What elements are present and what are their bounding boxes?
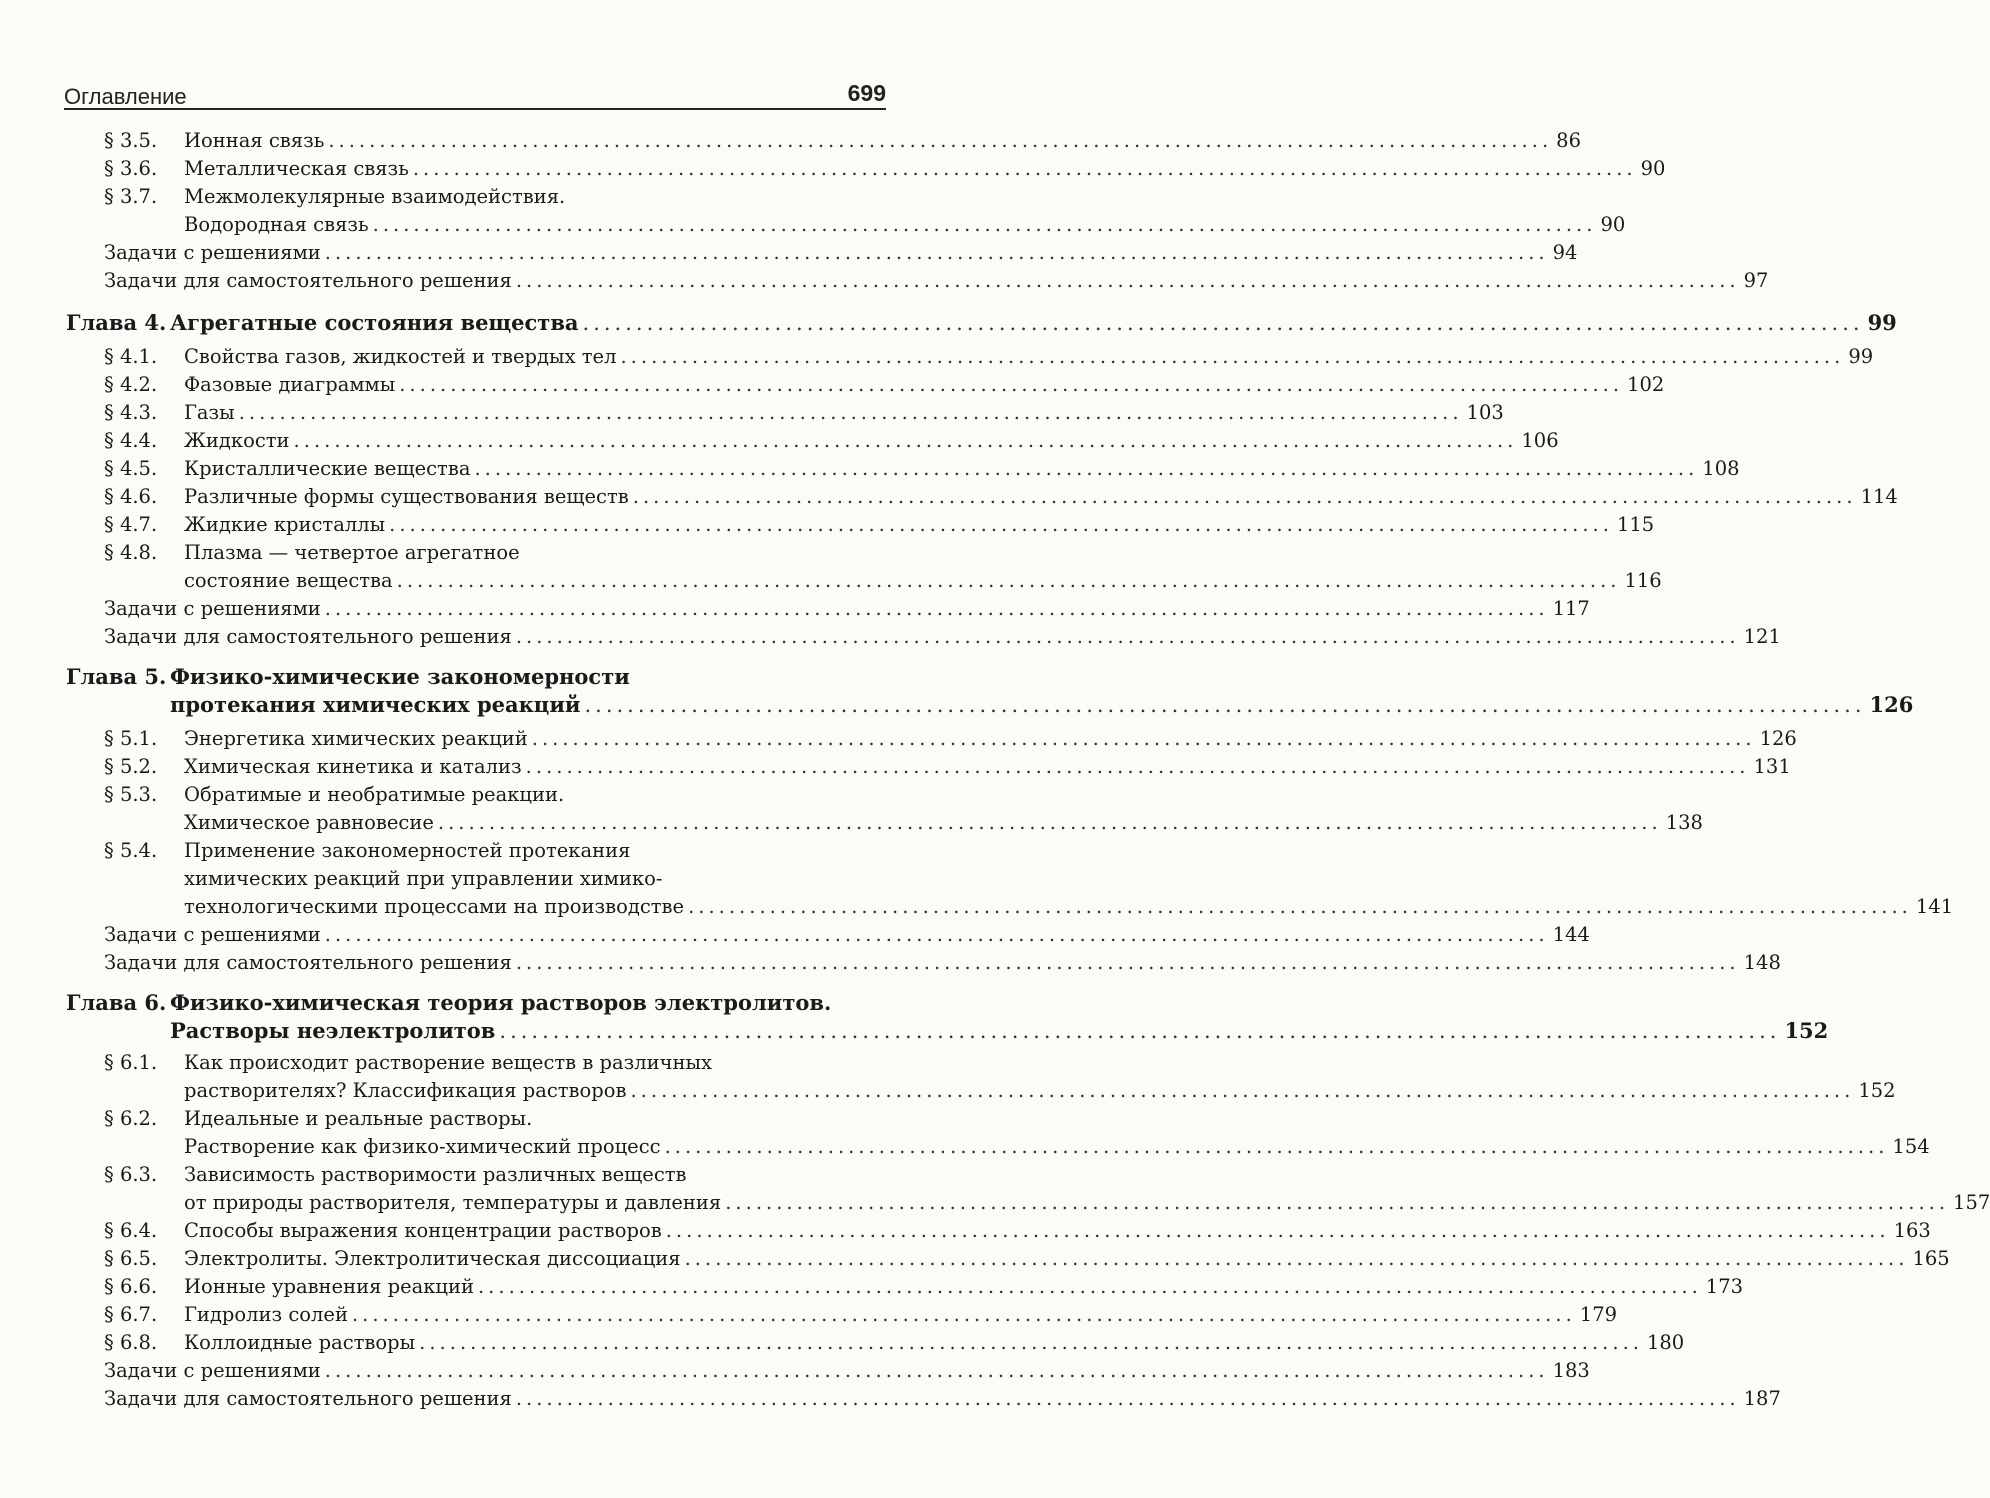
toc-entry-4-6[interactable]: [104, 484, 1898, 510]
page-ref: 154: [1892, 1135, 1930, 1158]
dot-leader: ........................................................................................................................: [515, 625, 1740, 648]
page-number: 699: [847, 80, 886, 106]
header-title: Оглавление: [64, 84, 187, 109]
section-title: Способы выражения концентрации растворов: [184, 1219, 662, 1242]
section-title: Задачи для самостоятельного решения: [104, 1387, 512, 1410]
toc-entry-6-3-cont[interactable]: [184, 1190, 1990, 1216]
dot-leader: ........................................................................................................................: [324, 923, 1549, 946]
section-title: состояние вещества: [184, 569, 393, 592]
dot-leader: ........................................................................................................................: [515, 269, 1740, 292]
section-number: § 6.4.: [104, 1219, 158, 1242]
section-title: Как происходит растворение веществ в различных: [184, 1051, 713, 1074]
chapter-title: Растворы неэлектролитов: [170, 1018, 496, 1043]
page-ref: 90: [1600, 213, 1626, 236]
section-title: Энергетика химических реакций: [184, 727, 528, 750]
toc-entry-3-7[interactable]: [104, 184, 884, 210]
toc-entry-6-3[interactable]: [104, 1162, 884, 1188]
section-title: Межмолекулярные взаимодействия.: [184, 185, 566, 208]
section-number: § 5.1.: [104, 727, 158, 750]
section-title: Коллоидные растворы: [184, 1331, 416, 1354]
toc-entry-ch5-solved[interactable]: [104, 922, 1590, 948]
dot-leader: ........................................................................................................................: [474, 457, 1699, 480]
dot-leader: ........................................................................................................................: [324, 1359, 1549, 1382]
dot-leader: ........................................................................................................................: [620, 345, 1845, 368]
section-number: § 6.3.: [104, 1163, 158, 1186]
section-title: Задачи с решениями: [104, 241, 321, 264]
section-title: от природы растворителя, температуры и давления: [184, 1191, 722, 1214]
section-number: § 4.5.: [104, 457, 158, 480]
dot-leader: ........................................................................................................................: [324, 597, 1549, 620]
dot-leader: ........................................................................................................................: [396, 569, 1621, 592]
section-title: Фазовые диаграммы: [184, 373, 396, 396]
toc-entry-5-4-cont2[interactable]: [184, 894, 1954, 920]
toc-entry-ch4-solved[interactable]: [104, 596, 1590, 622]
section-number: § 6.8.: [104, 1331, 158, 1354]
dot-leader: ........................................................................................................................: [399, 373, 1624, 396]
section-title: Задачи для самостоятельного решения: [104, 951, 512, 974]
dot-leader: ........................................................................................................................: [389, 513, 1613, 536]
toc-entry-6-1[interactable]: [104, 1050, 884, 1076]
section-title: технологическими процессами на производстве: [184, 895, 685, 918]
section-title: Химическая кинетика и катализ: [184, 755, 522, 778]
toc-entry-6-4[interactable]: [104, 1218, 1931, 1244]
page-ref: 116: [1624, 569, 1662, 592]
page-ref: 108: [1702, 457, 1740, 480]
section-number: § 3.6.: [104, 157, 158, 180]
page-ref: 152: [1858, 1079, 1896, 1102]
toc-entry-6-1-cont[interactable]: [184, 1078, 1896, 1104]
section-number: § 4.3.: [104, 401, 158, 424]
toc-entry-ch6-solved[interactable]: [104, 1358, 1590, 1384]
toc-chapter-5[interactable]: [66, 664, 884, 690]
section-number: § 4.1.: [104, 345, 158, 368]
dot-leader: ........................................................................................................................: [477, 1275, 1702, 1298]
toc-entry-ch3-self[interactable]: [104, 268, 1769, 294]
section-number: § 6.6.: [104, 1275, 158, 1298]
dot-leader: ........................................................................................................................: [419, 1331, 1643, 1354]
section-title: Идеальные и реальные растворы.: [184, 1107, 533, 1130]
dot-leader: ........................................................................................................................: [372, 213, 1597, 236]
page-ref: 157: [1953, 1191, 1990, 1214]
chapter-label: Глава 6.: [66, 990, 167, 1015]
section-title: Металлическая связь: [184, 157, 409, 180]
page-ref: 106: [1521, 429, 1559, 452]
section-title: Задачи с решениями: [104, 597, 321, 620]
section-title: Ионная связь: [184, 129, 325, 152]
section-title: Различные формы существования веществ: [184, 485, 629, 508]
dot-leader: ........................................................................................................................: [412, 157, 1637, 180]
page-ref: 152: [1784, 1018, 1829, 1043]
chapter-label: Глава 4.: [66, 310, 167, 335]
dot-leader: ........................................................................................................................: [238, 401, 1463, 424]
dot-leader: ........................................................................................................................: [632, 485, 1857, 508]
dot-leader: ........................................................................................................................: [684, 1247, 1909, 1270]
section-title: Водородная связь: [184, 213, 369, 236]
toc-entry-ch4-self[interactable]: [104, 624, 1781, 650]
page-ref: 117: [1552, 597, 1590, 620]
chapter-title: Агрегатные состояния вещества: [170, 310, 579, 335]
section-number: § 5.3.: [104, 783, 158, 806]
toc-entry-4-2[interactable]: [104, 372, 1665, 398]
page-ref: 179: [1579, 1303, 1618, 1326]
section-title: Газы: [184, 401, 235, 424]
dot-leader: ........................................................................................................................: [328, 129, 1553, 152]
toc-entry-6-2[interactable]: [104, 1106, 884, 1132]
toc-entry-5-3-cont[interactable]: [184, 810, 1703, 836]
section-number: § 6.1.: [104, 1051, 158, 1074]
section-number: § 6.2.: [104, 1107, 158, 1130]
page-ref: 97: [1743, 269, 1769, 292]
toc-entry-5-4-cont[interactable]: [184, 866, 884, 892]
toc-entry-4-4[interactable]: [104, 428, 1559, 454]
section-title: Гидролиз солей: [184, 1303, 348, 1326]
toc-entry-5-4[interactable]: [104, 838, 884, 864]
dot-leader: ........................................................................................................................: [351, 1303, 1576, 1326]
toc-chapter-6-cont[interactable]: [170, 1018, 1829, 1044]
page-ref: 141: [1915, 895, 1954, 918]
toc-entry-4-8[interactable]: [104, 540, 884, 566]
page-ref: 90: [1640, 157, 1666, 180]
dot-leader: ........................................................................................................................: [665, 1219, 1890, 1242]
section-title: Задачи с решениями: [104, 923, 321, 946]
chapter-title: протекания химических реакций: [170, 692, 581, 717]
page-ref: 115: [1616, 513, 1655, 536]
page-ref: 103: [1466, 401, 1504, 424]
page-ref: 126: [1869, 692, 1914, 717]
dot-leader: ........................................................................................................................: [437, 811, 1662, 834]
dot-leader: ........................................................................................................................: [515, 1387, 1740, 1410]
page-ref: 131: [1753, 755, 1791, 778]
page-ref: 102: [1627, 373, 1665, 396]
dot-leader: ........................................................................................................................: [293, 429, 1518, 452]
toc-entry-6-2-cont[interactable]: [184, 1134, 1930, 1160]
section-title: Химическое равновесие: [184, 811, 434, 834]
section-title: Ионные уравнения реакций: [184, 1275, 474, 1298]
section-number: § 3.5.: [104, 129, 158, 152]
page-ref: 99: [1867, 310, 1897, 335]
page-ref: 126: [1759, 727, 1797, 750]
toc-entry-6-6[interactable]: [104, 1274, 1744, 1300]
toc-entry-5-1[interactable]: [104, 726, 1797, 752]
dot-leader: ........................................................................................................................: [499, 1019, 1781, 1043]
section-title: Растворение как физико-химический процесс: [184, 1135, 661, 1158]
page-ref: 121: [1743, 625, 1781, 648]
running-header: [64, 78, 886, 110]
page-ref: 86: [1556, 129, 1581, 152]
dot-leader: ........................................................................................................................: [630, 1079, 1855, 1102]
dot-leader: ........................................................................................................................: [582, 311, 1864, 335]
dot-leader: ........................................................................................................................: [531, 727, 1756, 750]
toc-chapter-5-cont[interactable]: [170, 692, 1914, 718]
page-ref: 187: [1743, 1387, 1781, 1410]
section-title: Плазма — четвертое агрегатное: [184, 541, 520, 564]
dot-leader: ........................................................................................................................: [688, 895, 1912, 918]
section-title: Обратимые и необратимые реакции.: [184, 783, 565, 806]
dot-leader: ........................................................................................................................: [515, 951, 1740, 974]
page-ref: 163: [1893, 1219, 1931, 1242]
section-number: § 4.6.: [104, 485, 158, 508]
section-number: § 5.2.: [104, 755, 158, 778]
toc-entry-ch6-self[interactable]: [104, 1386, 1781, 1412]
page-ref: 114: [1860, 485, 1898, 508]
dot-leader: ........................................................................................................................: [525, 755, 1750, 778]
toc-entry-3-7-cont[interactable]: [184, 212, 1626, 238]
chapter-label: Глава 5.: [66, 664, 167, 689]
page-ref: 99: [1848, 345, 1874, 368]
toc-entry-3-5[interactable]: [104, 128, 1581, 154]
page-ref: 138: [1665, 811, 1703, 834]
toc-entry-4-7[interactable]: [104, 512, 1655, 538]
page-ref: 94: [1552, 241, 1578, 264]
chapter-title: Физико-химическая теория растворов электролитов.: [170, 990, 832, 1015]
section-title: Задачи для самостоятельного решения: [104, 625, 512, 648]
page-ref: 180: [1646, 1331, 1685, 1354]
section-title: Задачи для самостоятельного решения: [104, 269, 512, 292]
toc-entry-6-8[interactable]: [104, 1330, 1685, 1356]
page-ref: 165: [1912, 1247, 1950, 1270]
section-title: Зависимость растворимости различных веществ: [184, 1163, 687, 1186]
section-number: § 6.7.: [104, 1303, 158, 1326]
toc-entry-6-5[interactable]: [104, 1246, 1950, 1272]
section-number: § 4.7.: [104, 513, 158, 536]
toc-entry-5-2[interactable]: [104, 754, 1791, 780]
dot-leader: ........................................................................................................................: [584, 693, 1866, 717]
section-number: § 5.4.: [104, 839, 158, 862]
toc-entry-ch5-self[interactable]: [104, 950, 1781, 976]
toc-entry-4-3[interactable]: [104, 400, 1504, 426]
section-title: Жидкие кристаллы: [184, 513, 386, 536]
section-title: растворителях? Классификация растворов: [184, 1079, 627, 1102]
toc-entry-4-8-cont[interactable]: [184, 568, 1662, 594]
page-ref: 173: [1705, 1275, 1744, 1298]
chapter-title: Физико-химические закономерности: [170, 664, 630, 689]
section-number: § 4.4.: [104, 429, 158, 452]
section-title: Задачи с решениями: [104, 1359, 321, 1382]
page-ref: 183: [1552, 1359, 1590, 1382]
toc-entry-6-7[interactable]: [104, 1302, 1618, 1328]
section-number: § 3.7.: [104, 185, 158, 208]
toc-entry-3-6[interactable]: [104, 156, 1666, 182]
section-number: § 4.2.: [104, 373, 158, 396]
dot-leader: ........................................................................................................................: [725, 1191, 1950, 1214]
section-number: § 4.8.: [104, 541, 158, 564]
toc-entry-4-1[interactable]: [104, 344, 1874, 370]
section-title: Жидкости: [184, 429, 290, 452]
section-title: Электролиты. Электролитическая диссоциация: [184, 1247, 681, 1270]
section-title: Свойства газов, жидкостей и твердых тел: [184, 345, 617, 368]
section-title: химических реакций при управлении химико-: [184, 867, 663, 890]
section-number: § 6.5.: [104, 1247, 158, 1270]
toc-entry-ch3-solved[interactable]: [104, 240, 1578, 266]
toc-entry-4-5[interactable]: [104, 456, 1740, 482]
toc-chapter-4[interactable]: [66, 310, 1897, 336]
section-title: Применение закономерностей протекания: [184, 839, 631, 862]
toc-chapter-6[interactable]: [66, 990, 884, 1016]
toc-entry-5-3[interactable]: [104, 782, 884, 808]
dot-leader: ........................................................................................................................: [664, 1135, 1889, 1158]
page-ref: 148: [1743, 951, 1781, 974]
page-ref: 144: [1552, 923, 1590, 946]
dot-leader: ........................................................................................................................: [324, 241, 1549, 264]
section-title: Кристаллические вещества: [184, 457, 471, 480]
